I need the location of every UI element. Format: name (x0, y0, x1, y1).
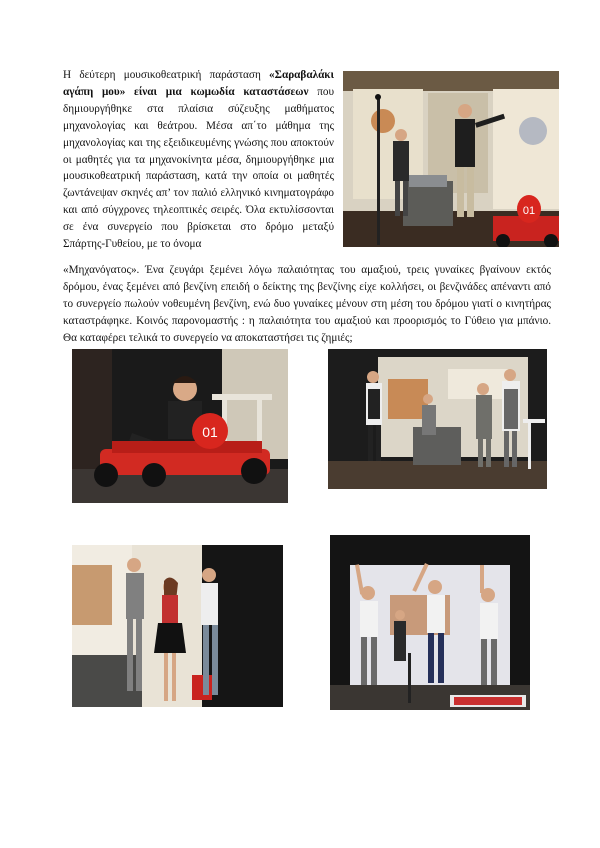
continuation-paragraph: «Μηχανόγατος». Ένα ζευγάρι ξεμένει λόγω παλαιότητας του αμαξιού, τρεις γυναίκες βγαίνουν εκτός δρόμου, ένας ξεμένει από βενζίνη επειδή ο δείκτης της βενζίνης είχε κολλήσει, οι βενζινάδες απέναντι από το συνεργείο πωλούν νοθευμένη βενζίνη, ενώ δυο γυναίκες μένουν στη μέση του δρόμου γιατί ο κινητήρας καταστράφηκε. Κοινός παρονομαστής : η παλαιότητα του αμαξιού και προορισμός το Γύθειο για μπάνιο. Θα καταφέρει τελικά το συνεργείο να αποκαταστήσει τις ζημιές; (63, 264, 551, 344)
photo-workshop-group (328, 349, 547, 489)
photo-dance-couple (72, 545, 283, 707)
intro-lead: Η δεύτερη μουσικοθεατρική παράσταση (63, 69, 270, 81)
intro-rest: που δημιουργήθηκε στα πλαίσια σύζευξης μαθήματος μηχανολογίας και θεάτρου. Μέσα απ΄το μάθημα της μηχανολογίας και της εξειδικευμένης γνώσης που αποκτούν οι μαθητές για τα μηχανοκίνητα μέσα, δημιουργήθηκε μια μουσικοθεατρική παράσταση, κατά την οποία οι μαθητές ζωντάνεψαν σκηνές απ’ τον παλιό ελληνικό κινηματογράφο και από σύγχρονες τηλεοπτικές σειρές. Όλα εκτυλίσσονται σε ένα συνεργείο που βρίσκεται στο δρόμο μεταξύ Σπάρτης-Γυθείου, με το όνομα (63, 85, 334, 251)
kart-number-label: 01 (202, 424, 218, 440)
play-title-bold: «Σαραβαλάκι αγάπη μου» είναι μια κωμωδία καταστάσεων (63, 69, 334, 98)
photo-student-in-kart (72, 349, 288, 503)
photo-group-dance (330, 535, 530, 710)
kart-number-label: 01 (522, 205, 536, 217)
intro-paragraph (63, 67, 334, 253)
photo-garage-engine-scene (343, 71, 559, 247)
